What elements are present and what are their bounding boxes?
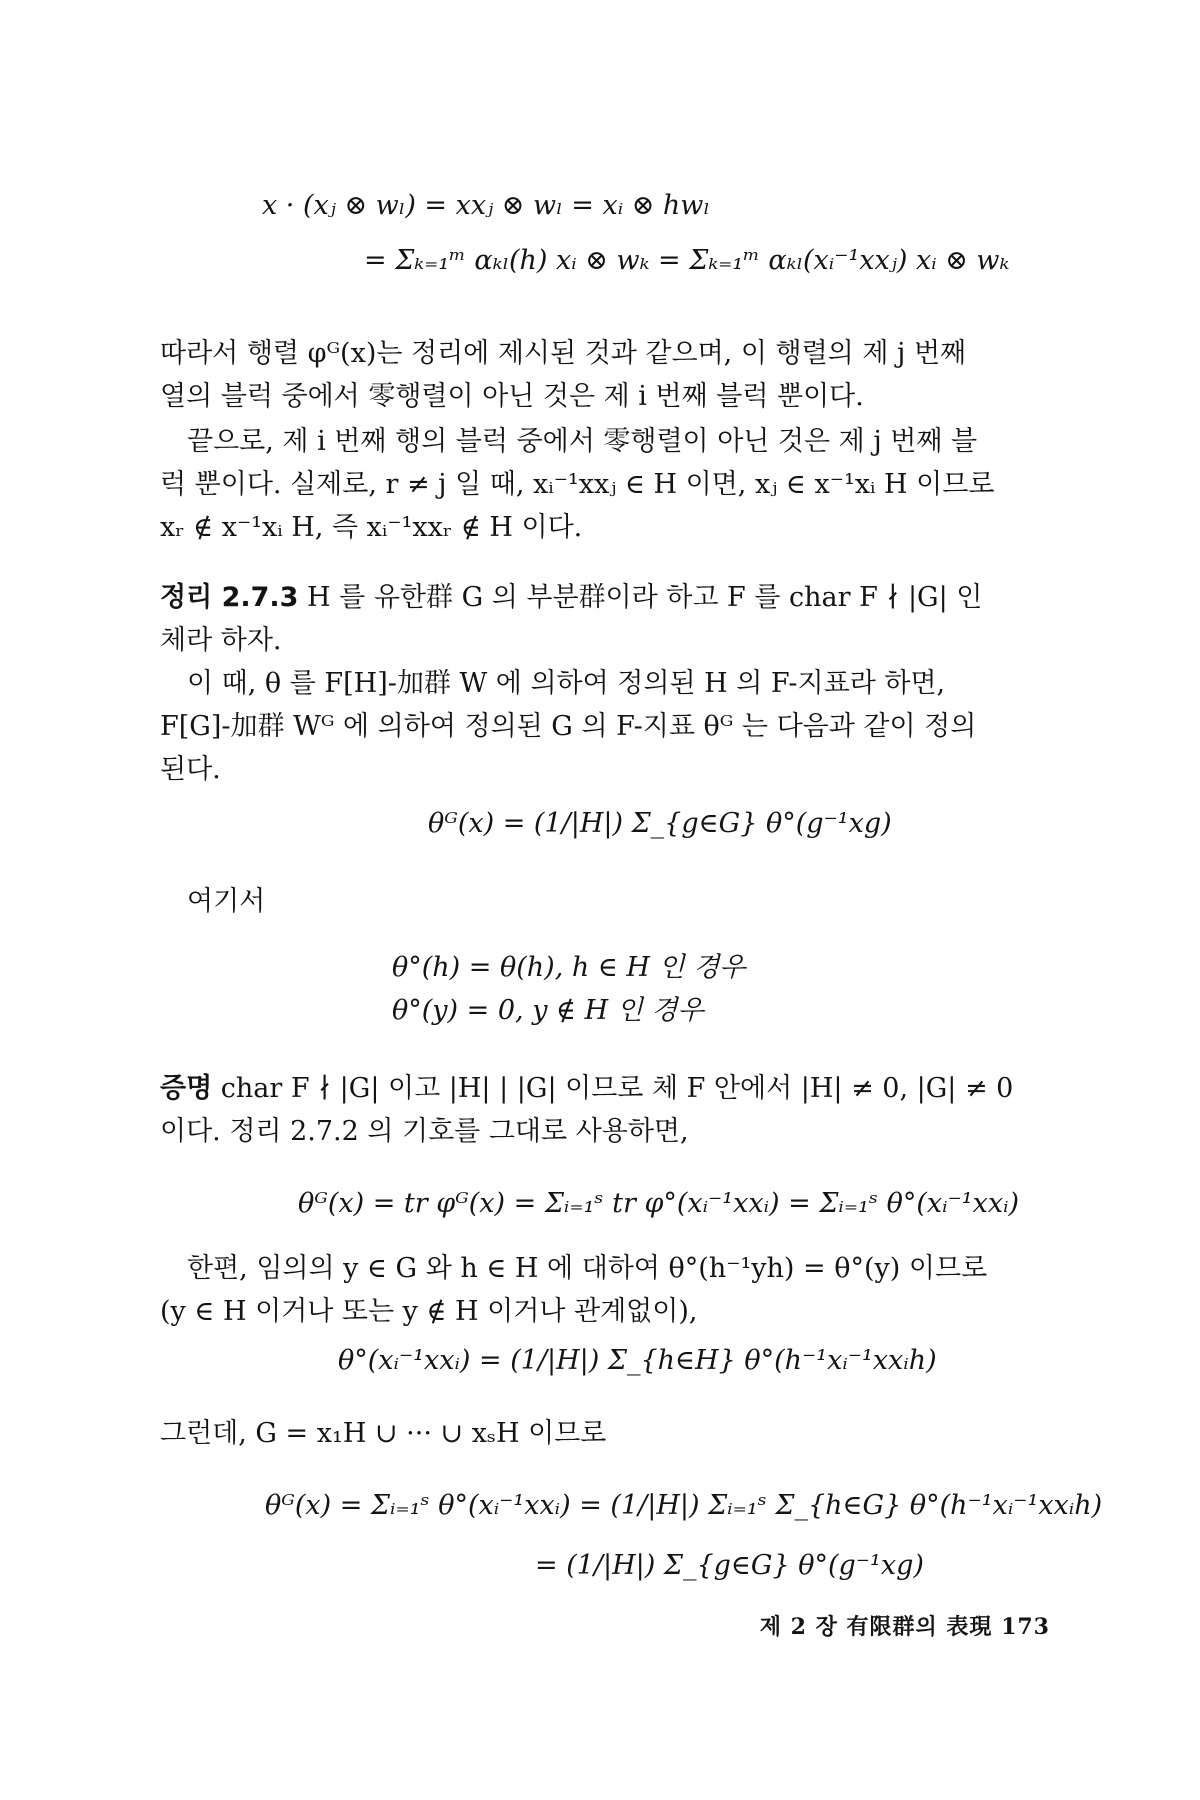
text-line: (y ∈ H 이거나 또는 y ∉ H 이거나 관계없이),	[160, 1296, 698, 1327]
equation-proof-3b: = (1/|H|) Σ_{g∈G} θ°(g⁻¹xg)	[535, 1550, 924, 1581]
text-line: 열의 블럭 중에서 零행렬이 아닌 것은 제 i 번째 블럭 뿐이다.	[160, 381, 864, 412]
equation-proof-3a: θᴳ(x) = Σᵢ₌₁ˢ θ°(xᵢ⁻¹xxᵢ) = (1/|H|) Σᵢ₌₁ˢ Σ_{h∈G} θ°(h⁻¹xᵢ⁻¹xxᵢh)	[265, 1490, 1103, 1521]
text-line: 그런데, G = x₁H ∪ ··· ∪ xₛH 이므로	[160, 1418, 607, 1449]
theorem-label: 정리 2.7.3	[160, 582, 299, 613]
case-line-1: θ°(h) = θ(h), h ∈ H 인 경우	[392, 952, 746, 983]
text-line: F[G]-加群 Wᴳ 에 의하여 정의된 G 의 F-지표 θᴳ 는 다음과 같이 정의	[160, 711, 977, 742]
proof-first-line	[160, 1067, 1040, 1110]
case-line-2: θ°(y) = 0, y ∉ H 인 경우	[392, 995, 704, 1026]
paragraph-2	[160, 420, 1040, 549]
paragraph-1	[160, 332, 1040, 418]
paragraph-3	[160, 1247, 1040, 1333]
equation-proof-1: θᴳ(x) = tr φᴳ(x) = Σᵢ₌₁ˢ tr φ°(xᵢ⁻¹xxᵢ) = Σᵢ₌₁ˢ θ°(xᵢ⁻¹xxᵢ)	[298, 1188, 1020, 1219]
page-footer: 제 2 장 有限群의 表現 173	[759, 1614, 1050, 1640]
text-line: 체라 하자.	[160, 625, 282, 656]
text-line: xᵣ ∉ x⁻¹xᵢ H, 즉 xᵢ⁻¹xxᵣ ∉ H 이다.	[160, 512, 583, 543]
text-line: 된다.	[160, 754, 221, 785]
text-line: 이 때, θ 를 F[H]-加群 W 에 의하여 정의된 H 의 F-지표라 하면,	[187, 668, 946, 699]
text-line: 따라서 행렬 φᴳ(x)는 정리에 제시된 것과 같으며, 이 행렬의 제 j 번째	[160, 338, 967, 369]
text-line: 끝으로, 제 i 번째 행의 블럭 중에서 零행렬이 아닌 것은 제 j 번째 블	[187, 426, 978, 457]
equation-top-line-2: = Σₖ₌₁ᵐ αₖₗ(h) xᵢ ⊗ wₖ = Σₖ₌₁ᵐ αₖₗ(xᵢ⁻¹xxⱼ) xᵢ ⊗ wₖ	[364, 245, 1010, 276]
where-label-block	[160, 880, 1040, 923]
text-line: H 를 유한群 G 의 부분群이라 하고 F 를 char F ∤ |G| 인	[307, 582, 983, 613]
text-line: char F ∤ |G| 이고 |H| | |G| 이므로 체 F 안에서 |H| ≠ 0, |G| ≠ 0	[220, 1073, 1014, 1104]
equation-top-line-1: x · (xⱼ ⊗ wₗ) = xxⱼ ⊗ wₗ = xᵢ ⊗ hwₗ	[262, 190, 710, 221]
text-line: 여기서	[187, 886, 266, 917]
text-line: 럭 뿐이다. 실제로, r ≠ j 일 때, xᵢ⁻¹xxⱼ ∈ H 이면, xⱼ ∈ x⁻¹xᵢ H 이므로	[160, 469, 995, 500]
text-line: 이다. 정리 2.7.2 의 기호를 그대로 사용하면,	[160, 1116, 689, 1147]
equation-theorem: θᴳ(x) = (1/|H|) Σ_{g∈G} θ°(g⁻¹xg)	[428, 808, 892, 839]
paragraph-4	[160, 1412, 1040, 1455]
equation-proof-2: θ°(xᵢ⁻¹xxᵢ) = (1/|H|) Σ_{h∈H} θ°(h⁻¹xᵢ⁻¹xxᵢh)	[338, 1345, 937, 1376]
proof-paragraph	[160, 1067, 1040, 1153]
text-line: 한편, 임의의 y ∈ G 와 h ∈ H 에 대하여 θ°(h⁻¹yh) = θ°(y) 이므로	[187, 1253, 988, 1284]
theorem-first-line	[160, 576, 1040, 619]
theorem-2-7-3	[160, 576, 1040, 791]
proof-label: 증명	[160, 1073, 213, 1104]
